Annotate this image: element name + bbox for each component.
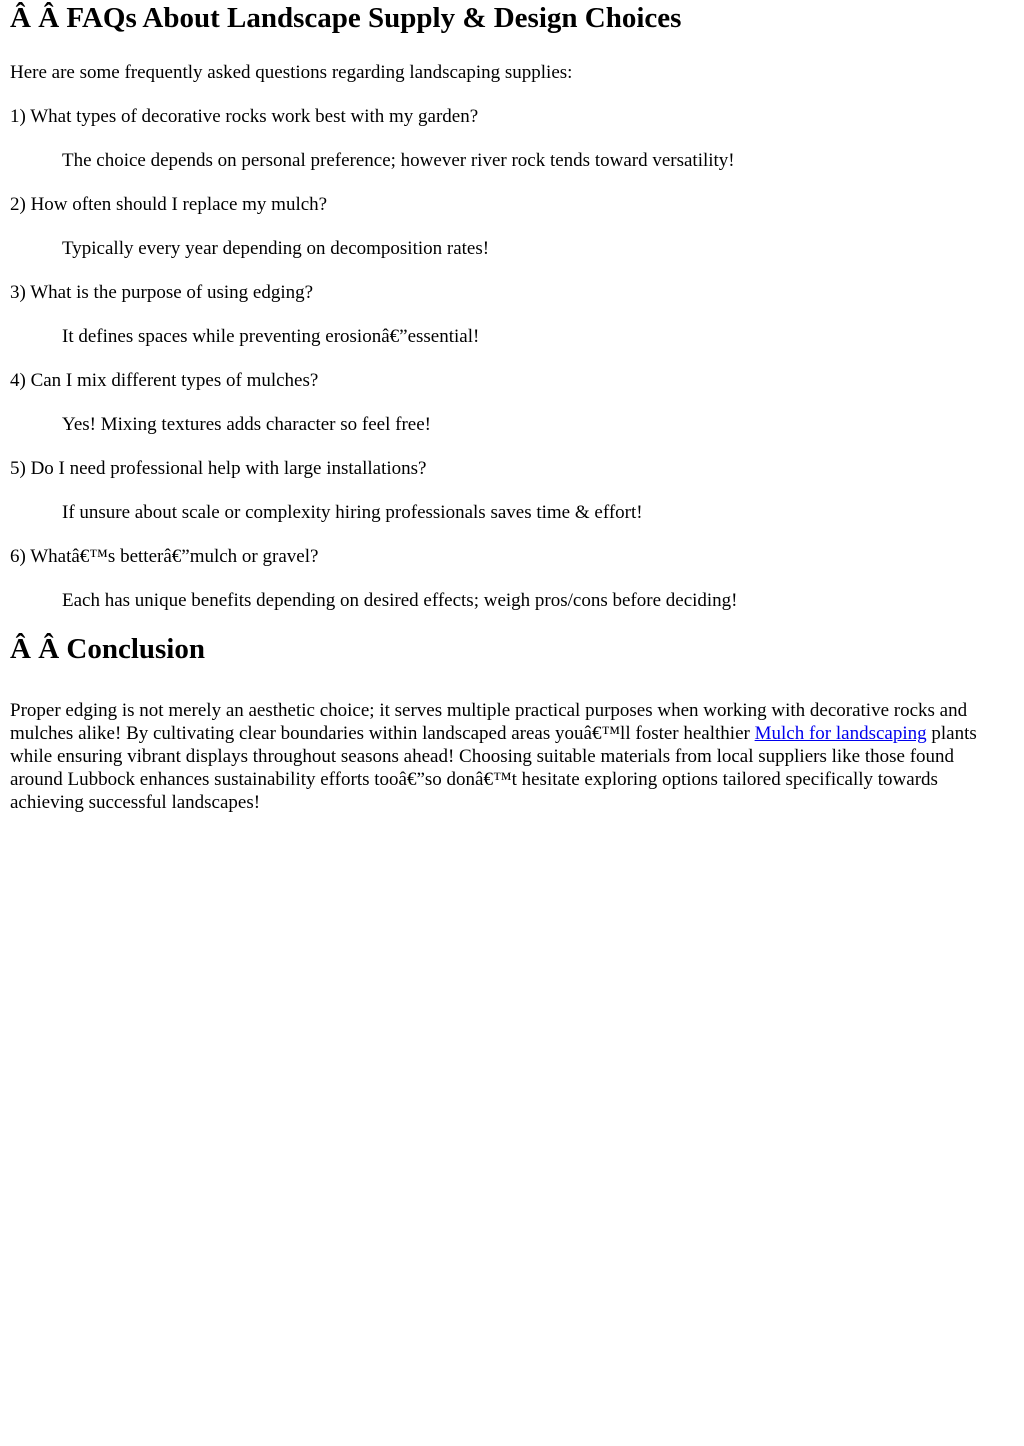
conclusion-text-before-link: Proper edging is not merely an aesthetic choice; it serves multiple practical purposes when working with decorative rocks and mulches alike! By cultivating clear boundaries within landscaped areas youâ€™ll foster healthier (10, 700, 968, 744)
faq-answer-2: Typically every year depending on decomposition rates! (62, 238, 490, 259)
faq-answer-6: Each has unique benefits depending on desired effects; weigh pros/cons before deciding! (62, 590, 738, 611)
conclusion-heading: Â Â Conclusion (10, 633, 205, 665)
faq-question-5: 5) Do I need professional help with large installations? (10, 458, 427, 479)
faq-question-2: 2) How often should I replace my mulch? (10, 194, 328, 215)
faq-answer-1: The choice depends on personal preference; however river rock tends toward versatility! (62, 150, 735, 171)
faq-question-6: 6) Whatâ€™s betterâ€”mulch or gravel? (10, 546, 319, 567)
conclusion-text-after-link: plants while ensuring vibrant displays throughout seasons ahead! Choosing suitable materials from local suppliers like those found around Lubbock enhances sustainability efforts tooâ€”so donâ€™t hesitate exploring options tailored specifically towards achieving successful landscapes! (10, 723, 977, 813)
faq-answer-4: Yes! Mixing textures adds character so feel free! (62, 414, 431, 435)
faq-question-4: 4) Can I mix different types of mulches? (10, 370, 319, 391)
mulch-for-landscaping-link[interactable]: Mulch for landscaping (754, 723, 927, 744)
faq-intro: Here are some frequently asked questions regarding landscaping supplies: (10, 62, 573, 83)
faq-question-3: 3) What is the purpose of using edging? (10, 282, 314, 303)
faq-question-1: 1) What types of decorative rocks work best with my garden? (10, 106, 479, 127)
conclusion-paragraph (10, 699, 1005, 814)
faq-answer-3: It defines spaces while preventing erosionâ€”essential! (62, 326, 480, 347)
faq-heading: Â Â FAQs About Landscape Supply & Design Choices (10, 2, 682, 34)
document-body (10, 0, 1010, 814)
faq-answer-5: If unsure about scale or complexity hiring professionals saves time & effort! (62, 502, 643, 523)
